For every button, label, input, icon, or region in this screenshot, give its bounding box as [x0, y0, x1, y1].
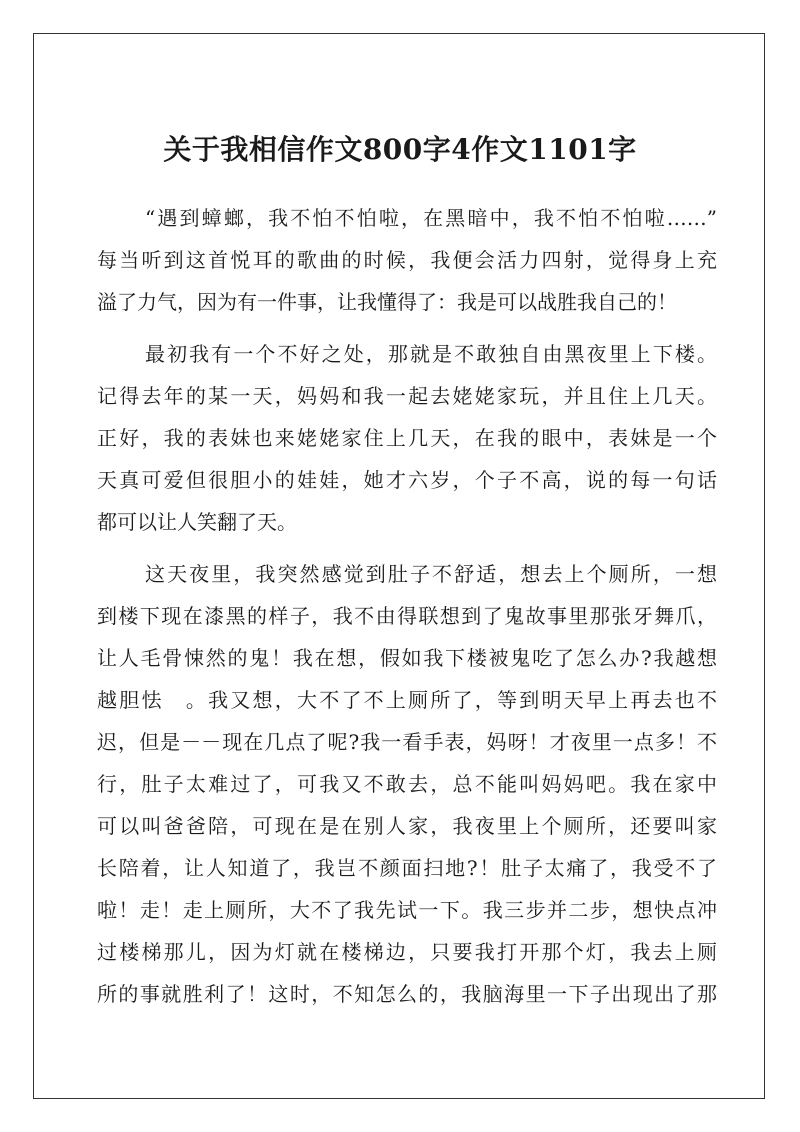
document-body: [97, 197, 717, 1015]
document-title: 关于我相信作文800字4作文1101字: [163, 133, 637, 166]
paragraph-2: [97, 333, 717, 543]
text-line: “遇到蟑螂，我不怕不怕啦，在黑暗中，我不怕不怕啦……”: [145, 206, 717, 230]
text-line: 记得去年的某一天，妈妈和我一起去姥姥家玩，并且住上几天。: [97, 384, 717, 408]
text-line: 都可以让人笑翻了天。: [97, 510, 297, 534]
text-line: 每当听到这首悦耳的歌曲的时候，我便会活力四射，觉得身上充: [97, 248, 717, 272]
text-line: 啦！走！走上厕所，大不了我先试一下。我三步并二步，想快点冲: [97, 898, 717, 922]
text-line: 过楼梯那儿，因为灯就在楼梯边，只要我打开那个灯，我去上厕: [97, 940, 717, 964]
paragraph-3: [97, 553, 717, 1015]
text-line: 正好，我的表妹也来姥姥家住上几天，在我的眼中，表妹是一个: [97, 426, 717, 450]
text-line: 所的事就胜利了！这时，不知怎么的，我脑海里一下子出现出了那: [97, 982, 717, 1006]
text-line: 溢了力气，因为有一件事，让我懂得了：我是可以战胜我自己的！: [97, 290, 677, 314]
text-line: 长陪着，让人知道了，我岂不颜面扫地?！肚子太痛了，我受不了: [97, 856, 717, 880]
text-line: 越胆怯 。我又想，大不了不上厕所了，等到明天早上再去也不: [97, 688, 717, 712]
text-line: 天真可爱但很胆小的娃娃，她才六岁，个子不高，说的每一句话: [97, 468, 717, 492]
text-line: 迟，但是－－现在几点了呢?我一看手表，妈呀！才夜里一点多！不: [97, 730, 717, 754]
text-line: 这天夜里，我突然感觉到肚子不舒适，想去上个厕所，一想: [145, 562, 717, 586]
text-line: 让人毛骨悚然的鬼！我在想，假如我下楼被鬼吃了怎么办?我越想: [97, 646, 717, 670]
text-line: 可以叫爸爸陪，可现在是在别人家，我夜里上个厕所，还要叫家: [97, 814, 717, 838]
text-line: 行，肚子太难过了，可我又不敢去，总不能叫妈妈吧。我在家中: [97, 772, 717, 796]
paragraph-1: [97, 197, 717, 323]
text-line: 到楼下现在漆黑的样子，我不由得联想到了鬼故事里那张牙舞爪，: [97, 604, 717, 628]
text-line: 最初我有一个不好之处，那就是不敢独自由黑夜里上下楼。: [145, 342, 717, 366]
